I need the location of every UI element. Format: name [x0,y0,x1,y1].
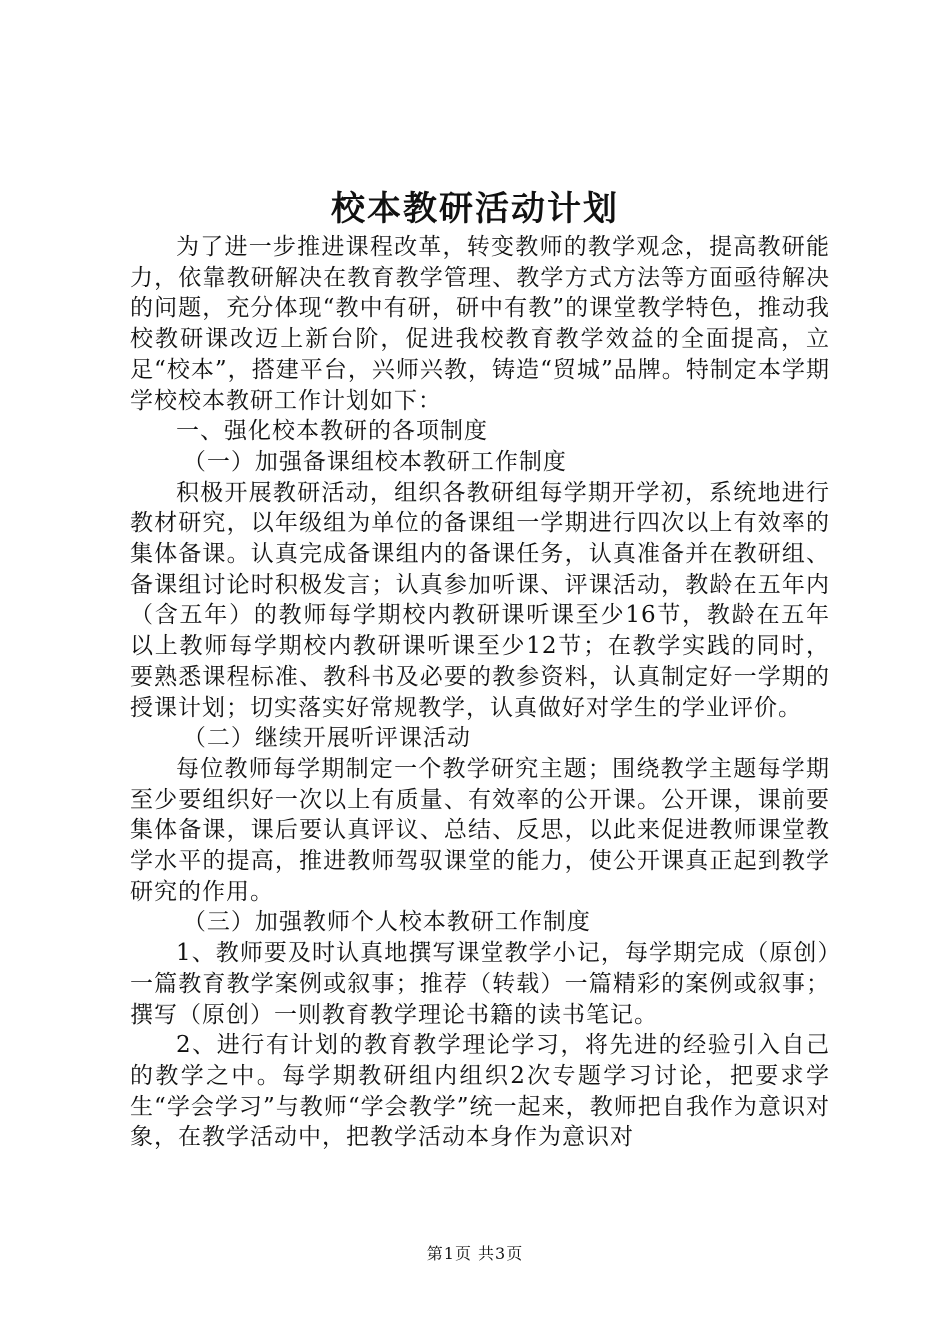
subsection-heading: （二）继续开展听评课活动 [182,725,471,752]
document-body [130,232,830,1153]
section-heading: 一、强化校本教研的各项制度 [176,418,488,445]
body-paragraph: 积极开展教研活动，组织各教研组每学期开学初，系统地进行教材研究，以年级组为单位的备课组一学期进行四次以上有效率的集体备课。认真完成备课组内的备课任务，认真准备并在教研组、备课组讨论时积极发言；认真参加听课、评课活动，教龄在五年内（含五年）的教师每学期校内教研课听课至少16节，教龄在五年以上教师每学期校内教研课听课至少12节；在教学实践的同时，要熟悉课程标准、教科书及必要的教参资料，认真制定好一学期的授课计划；切实落实好常规教学，认真做好对学生的学业评价。 [130,479,830,721]
subsection-heading: （一）加强备课组校本教研工作制度 [182,448,567,475]
body-paragraph: 每位教师每学期制定一个教学研究主题；围绕教学主题每学期至少要组织好一次以上有质量、有效率的公开课。公开课，课前要集体备课，课后要认真评议、总结、反思，以此来促进教师课堂教学水平的提高，推进教师驾驭课堂的能力，使公开课真正起到教学研究的作用。 [130,755,830,905]
page-footer: 第1页 共3页 [426,1244,524,1263]
document-title: 校本教研活动计划 [331,189,619,229]
body-paragraph: 1、教师要及时认真地撰写课堂教学小记，每学期完成（原创）一篇教育教学案例或叙事；推荐（转载）一篇精彩的案例或叙事；撰写（原创）一则教育教学理论书籍的读书笔记。 [130,940,830,1028]
body-paragraph: 2、进行有计划的教育教学理论学习，将先进的经验引入自己的教学之中。每学期教研组内组织2次专题学习讨论，把要求学生“学会学习”与教师“学会教学”统一起来，教师把自我作为意识对象，在教学活动中，把教学活动本身作为意识对 [130,1032,830,1151]
intro-paragraph: 为了进一步推进课程改革，转变教师的教学观念，提高教研能力，依靠教研解决在教育教学管理、教学方式方法等方面亟待解决的问题，充分体现“教中有研，研中有教”的课堂教学特色，推动我校教研课改迈上新台阶，促进我校教育教学效益的全面提高，立足“校本”，搭建平台，兴师兴教，铸造“贸城”品牌。特制定本学期学校校本教研工作计划如下： [130,234,830,414]
subsection-heading: （三）加强教师个人校本教研工作制度 [182,909,591,936]
